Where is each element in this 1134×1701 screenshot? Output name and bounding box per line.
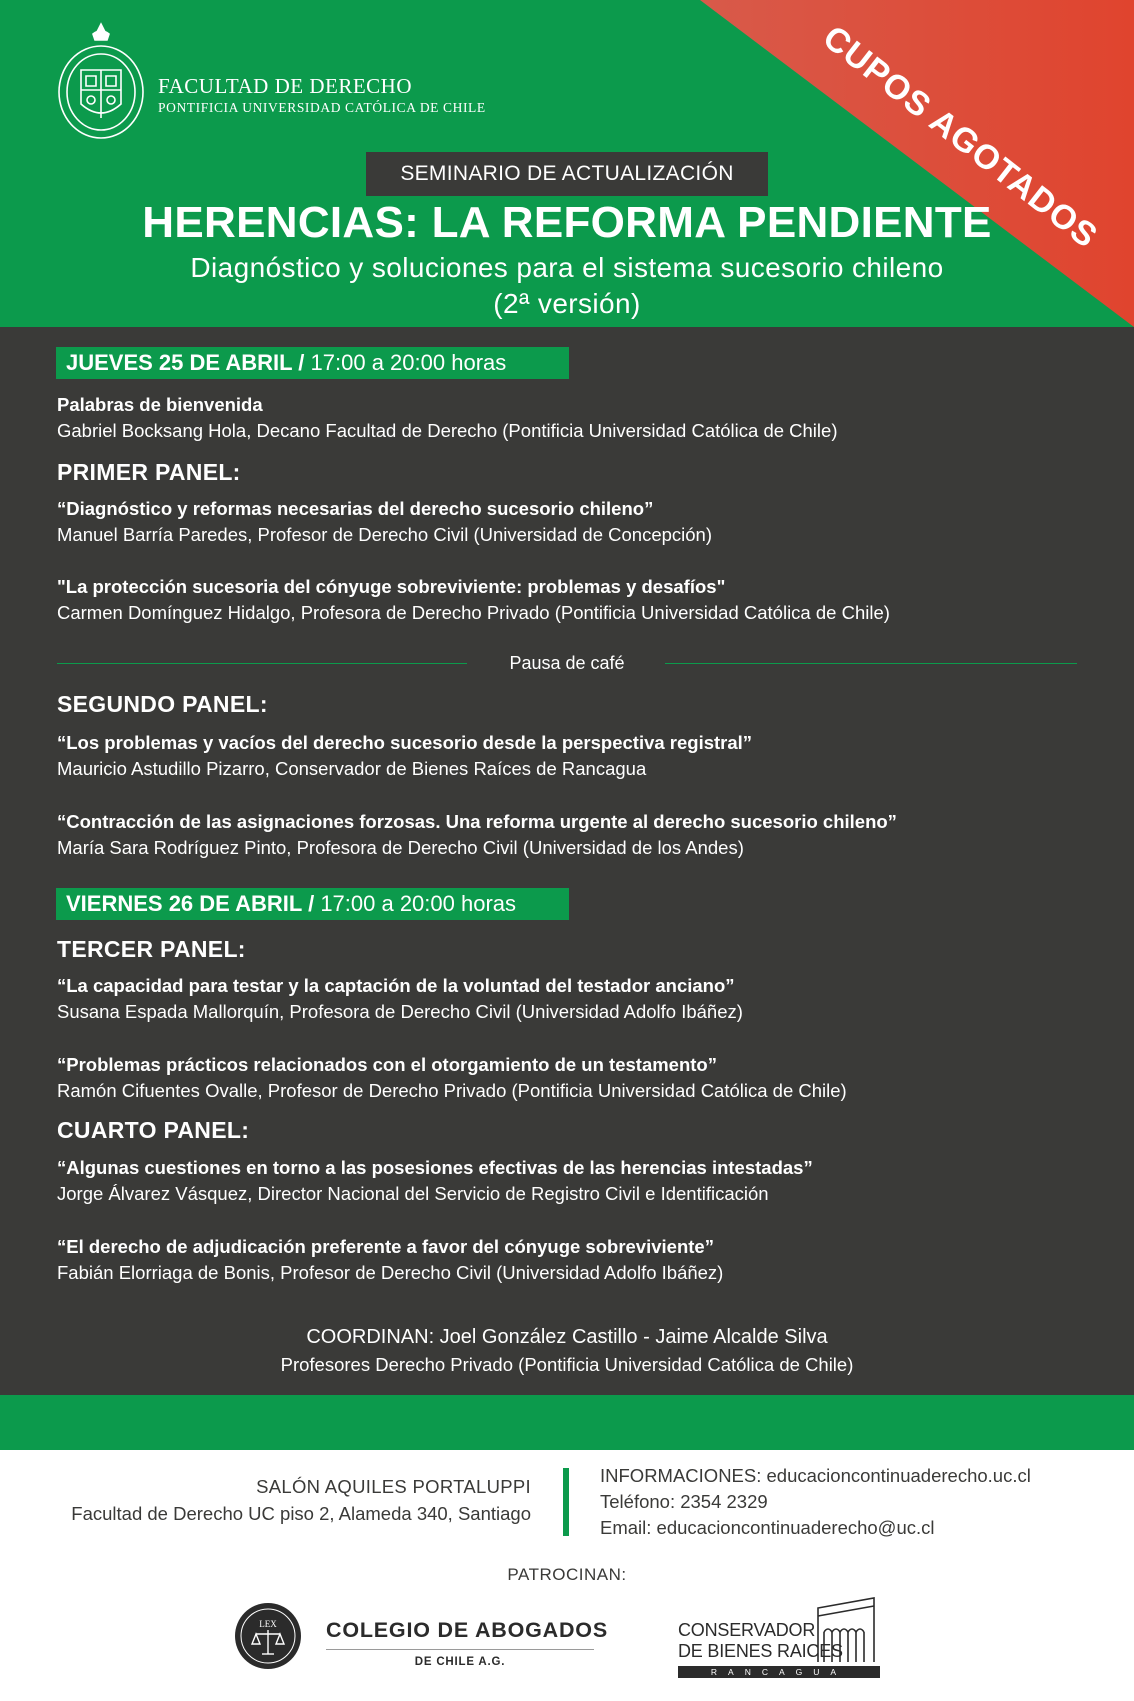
panel-3-heading: TERCER PANEL: [57, 936, 246, 962]
sponsor-1-name: COLEGIO DE ABOGADOS [326, 1618, 608, 1642]
faculty-title: FACULTAD DE DERECHO [158, 74, 412, 98]
info-website: INFORMACIONES: educacioncontinuaderecho.uc.cl [600, 1465, 1031, 1486]
sponsors-label: PATROCINAN: [507, 1565, 627, 1584]
info-phone: Teléfono: 2354 2329 [600, 1491, 768, 1512]
day-2-bar [56, 888, 569, 920]
sold-out-banner-text: CUPOS AGOTADOS [815, 18, 1105, 256]
venue-address: Facultad de Derecho UC piso 2, Alameda 340, Santiago [71, 1503, 531, 1524]
panel-1-talk-2-title: "La protección sucesoria del cónyuge sobreviviente: problemas y desafíos" [57, 576, 726, 597]
program-section [0, 327, 1134, 1395]
panel-3-talk-2-speaker: Ramón Cifuentes Ovalle, Profesor de Derecho Privado (Pontificia Universidad Católica de Chile) [57, 1080, 847, 1101]
panel-4-talk-1-speaker: Jorge Álvarez Vásquez, Director Nacional del Servicio de Registro Civil e Identificación [57, 1183, 769, 1204]
panel-4-heading: CUARTO PANEL: [57, 1117, 250, 1143]
green-divider-strip [0, 1395, 1134, 1450]
panel-4-talk-1-title: “Algunas cuestiones en torno a las posesiones efectivas de las herencias intestadas” [57, 1157, 813, 1178]
sponsor-2-line-2: DE BIENES RAICES [678, 1641, 843, 1661]
day-2-date: VIERNES 26 DE ABRIL / [66, 891, 315, 916]
panel-3-talk-1-speaker: Susana Espada Mallorquín, Profesora de Derecho Civil (Universidad Adolfo Ibáñez) [57, 1001, 743, 1022]
welcome-speaker: Gabriel Bocksang Hola, Decano Facultad de Derecho (Pontificia Universidad Católica de Chile) [57, 420, 838, 441]
welcome-title: Palabras de bienvenida [57, 394, 263, 415]
venue-name: SALÓN AQUILES PORTALUPPI [256, 1476, 531, 1497]
coordinators-names: COORDINAN: Joel González Castillo - Jaime Alcalde Silva [306, 1326, 828, 1348]
info-email: Email: educacioncontinuaderecho@uc.cl [600, 1517, 935, 1538]
panel-1-talk-2-speaker: Carmen Domínguez Hidalgo, Profesora de Derecho Privado (Pontificia Universidad Católica de Chile) [57, 602, 890, 623]
sponsor-1-subtitle: DE CHILE A.G. [414, 1656, 506, 1668]
panel-1-talk-1-speaker: Manuel Barría Paredes, Profesor de Derecho Civil (Universidad de Concepción) [57, 524, 713, 545]
pause-divider-left [57, 663, 467, 664]
coffee-break-label: Pausa de café [509, 653, 625, 673]
sponsor-1-rule [326, 1649, 594, 1650]
pause-divider-right [665, 663, 1077, 664]
panel-2-talk-1-speaker: Mauricio Astudillo Pizarro, Conservador de Bienes Raíces de Rancagua [57, 758, 647, 779]
sponsor-2-line-1: CONSERVADOR [678, 1620, 816, 1640]
seminar-label: SEMINARIO DE ACTUALIZACIÓN [366, 152, 768, 196]
panel-4-talk-2-title: “El derecho de adjudicación preferente a favor del cónyuge sobreviviente” [57, 1236, 714, 1257]
day-1-time: 17:00 a 20:00 horas [310, 350, 507, 375]
university-seal-icon [55, 20, 147, 142]
panel-2-heading: SEGUNDO PANEL: [57, 691, 268, 717]
header [0, 0, 1134, 327]
page-subtitle: Diagnóstico y soluciones para el sistema sucesorio chileno [190, 252, 944, 283]
day-1-bar [56, 347, 569, 379]
emblem-lex-text: LEX [259, 1619, 277, 1629]
faculty-subtitle: PONTIFICIA UNIVERSIDAD CATÓLICA DE CHILE [158, 100, 486, 115]
panel-1-talk-1-title: “Diagnóstico y reformas necesarias del derecho sucesorio chileno” [57, 498, 654, 519]
version-label: (2ª versión) [493, 288, 641, 319]
scales-of-justice-icon [234, 1602, 302, 1670]
sponsor-2-city-bar: RANCAGUA [678, 1666, 880, 1678]
footer-divider [563, 1468, 569, 1536]
building-facade-icon [812, 1592, 884, 1664]
panel-2-talk-1-title: “Los problemas y vacíos del derecho sucesorio desde la perspectiva registral” [57, 732, 753, 753]
panel-2-talk-2-speaker: María Sara Rodríguez Pinto, Profesora de Derecho Civil (Universidad de los Andes) [57, 837, 744, 858]
page-title: HERENCIAS: LA REFORMA PENDIENTE [142, 198, 992, 247]
day-2-time: 17:00 a 20:00 horas [320, 891, 517, 916]
panel-4-talk-2-speaker: Fabián Elorriaga de Bonis, Profesor de Derecho Civil (Universidad Adolfo Ibáñez) [57, 1262, 724, 1283]
panel-2-talk-2-title: “Contracción de las asignaciones forzosas. Una reforma urgente al derecho sucesorio chileno” [57, 811, 897, 832]
panel-3-talk-2-title: “Problemas prácticos relacionados con el otorgamiento de un testamento” [57, 1054, 717, 1075]
day-1-date: JUEVES 25 DE ABRIL / [66, 350, 305, 375]
panel-3-talk-1-title: “La capacidad para testar y la captación de la voluntad del testador anciano” [57, 975, 735, 996]
coordinators-affiliation: Profesores Derecho Privado (Pontificia Universidad Católica de Chile) [280, 1354, 854, 1375]
panel-1-heading: PRIMER PANEL: [57, 459, 241, 485]
